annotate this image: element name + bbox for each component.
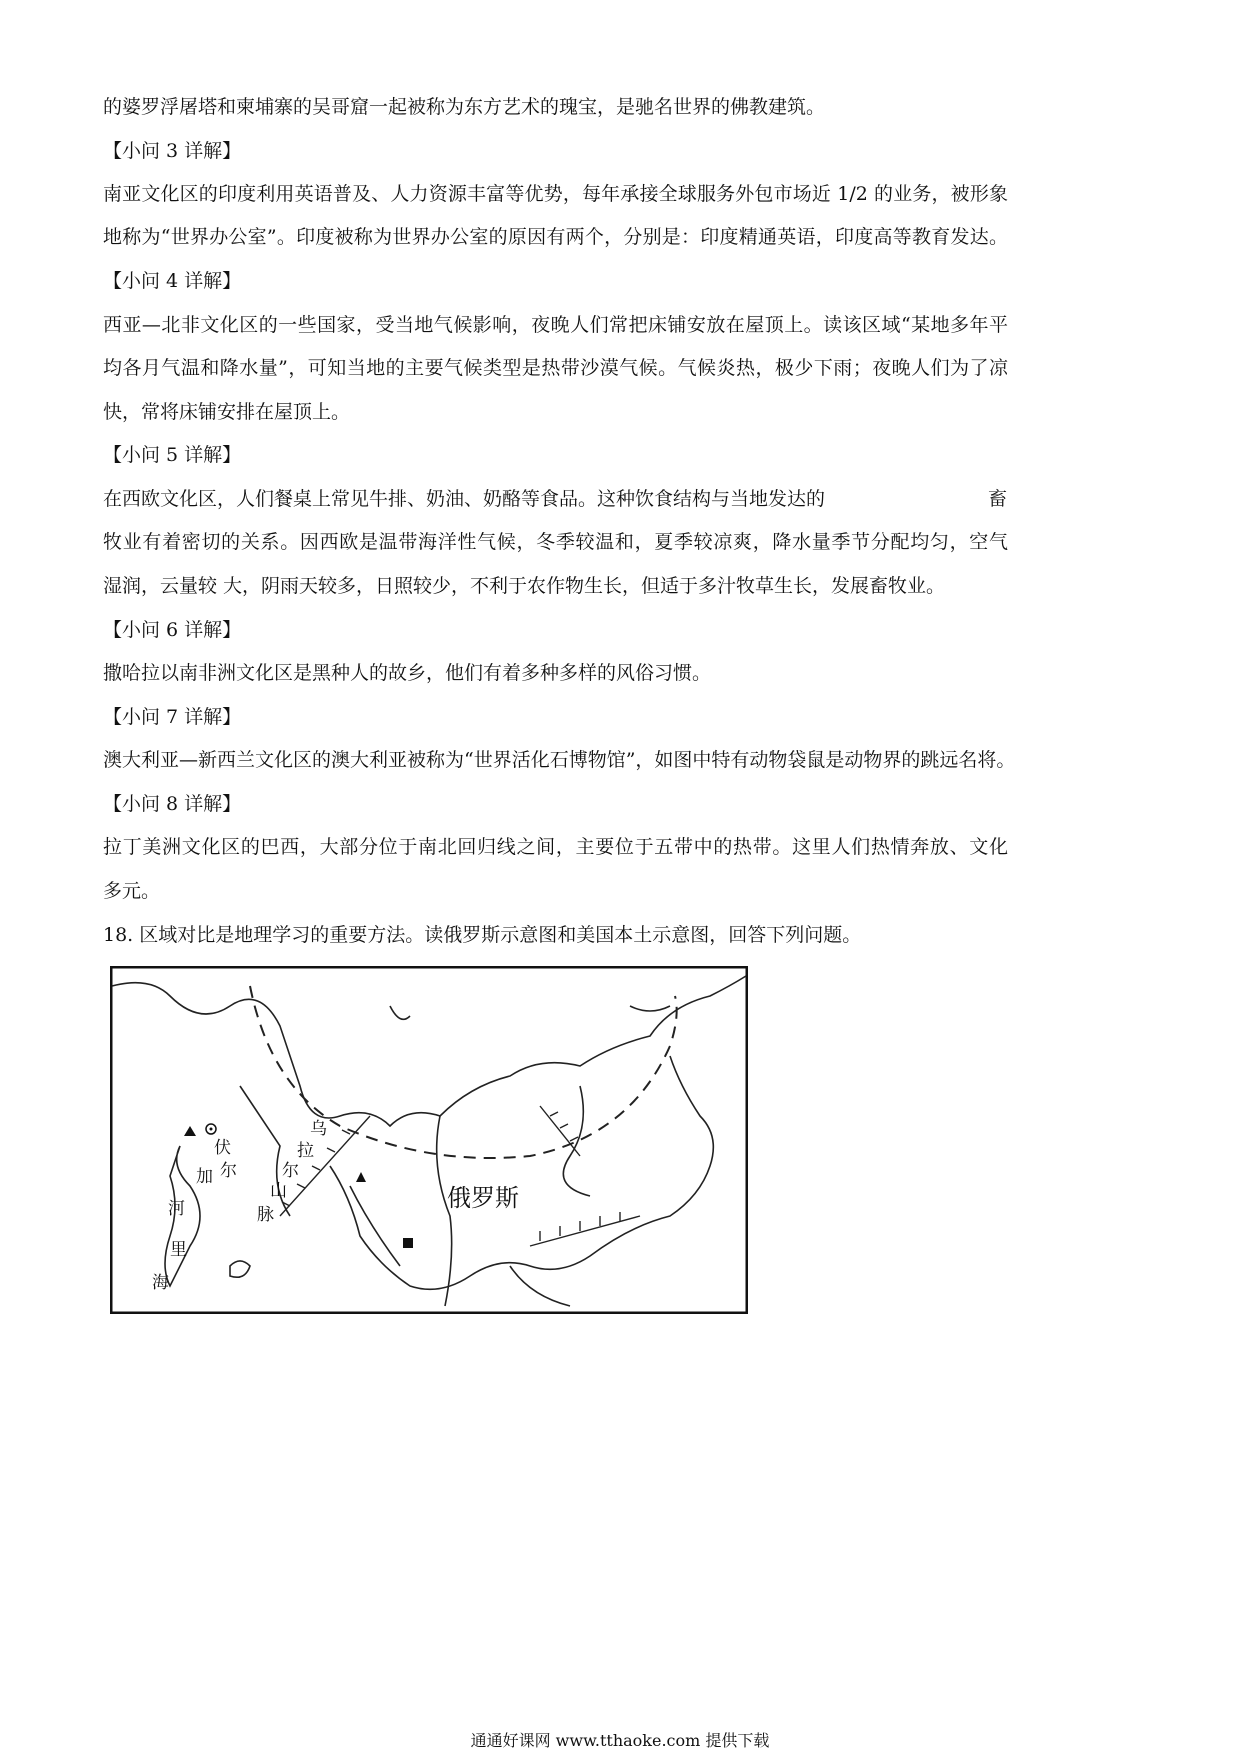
label-ural-2: 拉 — [297, 1141, 314, 1161]
line-11: 牧业有着密切的关系。因西欧是温带海洋性气候，冬季较温和，夏季较凉爽，降水量季节分配均匀，空气 — [103, 531, 1008, 553]
line-6: 均各月气温和降水量”，可知当地的主要气候类型是热带沙漠气候。气候炎热，极少下雨；夜晚人们为了凉 — [103, 357, 1008, 379]
label-volga-3: 加 — [196, 1167, 213, 1187]
heading-q8: 【小问 8 详解】 — [103, 793, 242, 815]
square-marker — [403, 1238, 413, 1248]
question-18: 18. 区域对比是地理学习的重要方法。读俄罗斯示意图和美国本土示意图，回答下列问题。 — [103, 924, 862, 946]
heading-q4: 【小问 4 详解】 — [103, 270, 242, 292]
line-14: 撒哈拉以南非洲文化区是黑种人的故乡，他们有着多种多样的风俗习惯。 — [103, 662, 712, 684]
footer: 通通好课网 www.tthaoke.com 提供下载 — [470, 1731, 770, 1750]
heading-q7: 【小问 7 详解】 — [103, 706, 242, 728]
line-18: 拉丁美洲文化区的巴西，大部分位于南北回归线之间，主要位于五带中的热带。这里人们热情奔放、文化 — [103, 836, 1008, 858]
label-volga-1: 伏 — [214, 1138, 231, 1158]
label-caspian-2: 海 — [152, 1273, 169, 1293]
russia-map — [110, 966, 748, 1314]
map-outline — [110, 966, 748, 1314]
line-19: 多元。 — [103, 880, 161, 902]
line-16: 澳大利亚—新西兰文化区的澳大利亚被称为“世界活化石博物馆”，如图中特有动物袋鼠是动物界的跳远名将。 — [103, 749, 1016, 771]
line-3: 地称为“世界办公室”。印度被称为世界办公室的原因有两个，分别是：印度精通英语，印度高等教育发达。 — [103, 226, 1008, 248]
label-ural-1: 乌 — [310, 1119, 327, 1139]
label-russia: 俄罗斯 — [447, 1184, 519, 1212]
line-0: 的婆罗浮屠塔和柬埔寨的吴哥窟一起被称为东方艺术的瑰宝，是驰名世界的佛教建筑。 — [103, 96, 826, 118]
line-5: 西亚—北非文化区的一些国家，受当地气候影响，夜晚人们常把床铺安放在屋顶上。读该区域“某地多年平 — [103, 314, 1008, 336]
label-volga-2: 尔 — [220, 1161, 237, 1181]
label-ural-3: 尔 — [282, 1161, 299, 1181]
line-2: 南亚文化区的印度利用英语普及、人力资源丰富等优势，每年承接全球服务外包市场近 1/2 的业务，被形象 — [103, 183, 1008, 205]
heading-q6: 【小问 6 详解】 — [103, 619, 242, 641]
line-9: 在西欧文化区，人们餐桌上常见牛排、奶油、奶酪等食品。这种饮食结构与当地发达的 — [103, 488, 826, 510]
line-12: 湿润，云量较 大，阴雨天较多，日照较少，不利于农作物生长，但适于多汁牧草生长，发展畜牧业。 — [103, 575, 946, 597]
heading-q3: 【小问 3 详解】 — [103, 140, 242, 162]
line-7: 快，常将床铺安排在屋顶上。 — [103, 401, 351, 423]
heading-q5: 【小问 5 详解】 — [103, 444, 242, 466]
label-volga-4: 河 — [168, 1199, 185, 1219]
label-ural-4: 山 — [270, 1181, 287, 1201]
line-9-end: 畜 — [988, 488, 1008, 510]
label-caspian-1: 里 — [170, 1240, 187, 1260]
label-ural-5: 脉 — [257, 1205, 274, 1225]
